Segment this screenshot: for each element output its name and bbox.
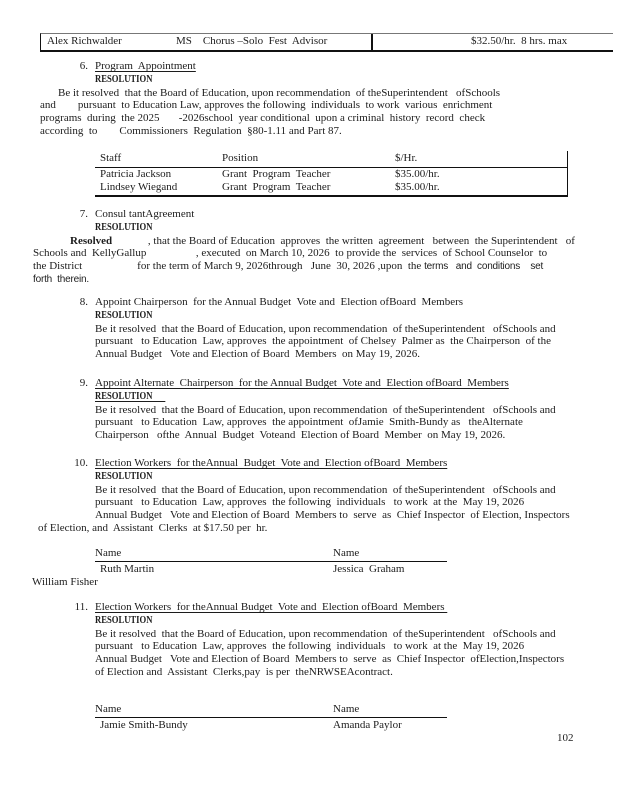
body-line: and pursuant to Education Law, approves the following individuals to work various enrichment: [40, 99, 493, 112]
body-line: Be it resolved that the Board of Education, upon recommendation of theSuperintendent ofSchools and: [95, 322, 556, 335]
section-appoint-chairperson: [0, 296, 618, 361]
section-number: 11.: [74, 601, 88, 613]
body-line: Chairperson ofthe Annual Budget Voteand Election of Board Member on May 19, 2026.: [95, 429, 506, 442]
section-election-workers-1: [0, 457, 618, 535]
body-line: Be it resolved that the Board of Education, upon recommendation of theSuperintendent ofSchools: [58, 86, 501, 99]
section-number: 9.: [79, 377, 88, 389]
body-line: [33, 260, 618, 274]
column-divider: [371, 34, 373, 50]
table-header-row: [95, 151, 567, 168]
body-line: pursuant to Education Law, approves the following individuals to work at the May 19, 2026: [95, 496, 525, 509]
body-line: forth therein.: [33, 273, 89, 285]
resolution-row: [95, 221, 618, 235]
section-number: 8.: [79, 296, 88, 308]
column-header-rate: $/Hr.: [395, 152, 418, 164]
section-heading: [0, 377, 618, 390]
section-title: Election Workers for theAnnual Budget Vote and Election ofBoard Members: [95, 457, 448, 469]
section-number: 6.: [79, 60, 88, 72]
worker-name: Ruth Martin: [100, 563, 155, 575]
worker-name: Amanda Paylor: [333, 719, 402, 731]
election-workers-name-table-2: [0, 703, 618, 732]
column-header-name: Name: [95, 703, 333, 718]
section-title: Election Workers for theAnnual Budget Vote and Election ofBoard Members: [95, 601, 448, 613]
body-line: Annual Budget Vote and Election of Board Members to serve as Chief Inspector ofElection,Inspectors: [95, 653, 565, 666]
section-heading: [0, 296, 618, 309]
worker-name: Jessica Graham: [333, 563, 405, 575]
stipend-position: MS Chorus –Solo Fest Advisor: [176, 35, 328, 47]
stipend-rate: $32.50/hr. 8 hrs. max: [471, 35, 568, 47]
resolution-row: [95, 614, 618, 628]
worker-name: Jamie Smith-Bundy: [100, 719, 188, 731]
page-number: 102: [557, 732, 574, 744]
resolution-row: [95, 309, 618, 323]
table-row: [95, 181, 567, 194]
section-title: Program Appointment: [95, 60, 196, 72]
cell-staff: Lindsey Wiegand: [100, 181, 178, 194]
cell-position: Grant Program Teacher: [222, 168, 331, 181]
resolution-label: RESOLUTION: [95, 614, 153, 626]
resolution-label: RESOLUTION: [95, 73, 153, 85]
resolution-row: [95, 390, 618, 404]
section-number: 7.: [79, 208, 88, 220]
table-row: [95, 168, 567, 181]
body-line: programs during the 2025 -2026school year conditional upon a criminal history record check: [40, 112, 486, 125]
section-heading: [0, 601, 618, 614]
section-appoint-alternate-chairperson: [0, 377, 618, 442]
name-table-row: [0, 719, 618, 732]
election-workers-name-table-1: [0, 547, 618, 589]
cell-position: Grant Program Teacher: [222, 181, 331, 194]
section-heading: [0, 60, 618, 73]
section-heading: [0, 457, 618, 470]
name-table-row: [0, 563, 618, 576]
body-line: of Election and Assistant Clerks,pay is per theNRWSEAcontract.: [95, 665, 393, 678]
body-line: pursuant to Education Law, approves the following individuals to work at the May 19, 2026: [95, 640, 525, 653]
name-table-header: [0, 703, 618, 718]
name-table-header: [0, 547, 618, 562]
stipend-table-row: [40, 33, 613, 52]
column-header-name: Name: [333, 547, 447, 562]
resolution-label: RESOLUTION: [95, 221, 153, 233]
section-title: Appoint Chairperson for the Annual Budget Vote and Election ofBoard Members: [95, 296, 464, 308]
body-text: , that the Board of Education approves the written agreement between the Superintendent of: [112, 234, 575, 247]
body-text: the District for the term of March 9, 2026through June 30, 2026 ,upon the: [33, 260, 425, 273]
body-line: Be it resolved that the Board of Education, upon recommendation of theSuperintendent ofSchools and: [95, 483, 556, 496]
resolution-label: RESOLUTION: [95, 390, 166, 402]
cell-staff: Patricia Jackson: [100, 168, 172, 181]
cell-rate: $35.00/hr.: [395, 181, 440, 194]
section-program-appointment: [0, 60, 618, 138]
column-header-staff: Staff: [100, 152, 122, 164]
body-text: terms and conditions set: [424, 261, 544, 273]
column-header-name: Name: [333, 703, 447, 718]
column-header-name: Name: [95, 547, 333, 562]
section-title: Consul tantAgreement: [95, 208, 195, 220]
worker-name: William Fisher: [32, 576, 98, 588]
body-line: pursuant to Education Law, approves the appointment ofJamie Smith-Bundy as theAlternate: [95, 416, 523, 429]
resolution-row: [95, 73, 618, 87]
body-line: Be it resolved that the Board of Education, upon recommendation of theSuperintendent ofSchools and: [95, 403, 556, 416]
section-title: Appoint Alternate Chairperson for the Annual Budget Vote and Election ofBoard Members: [95, 377, 509, 389]
cell-rate: $35.00/hr.: [395, 168, 440, 181]
resolution-label: RESOLUTION: [95, 309, 153, 321]
body-line: Annual Budget Vote and Election of Board Members to serve as Chief Inspector of Election, Inspectors: [95, 509, 570, 522]
body-line: of Election, and Assistant Clerks at $17.50 per hr.: [38, 521, 268, 534]
section-election-workers-2: [0, 601, 618, 679]
section-consultant-agreement: [0, 208, 618, 287]
column-header-position: Position: [222, 152, 259, 164]
resolution-label: RESOLUTION: [95, 470, 153, 482]
resolution-row: [95, 470, 618, 484]
stipend-staff-name: Alex Richwalder: [47, 35, 122, 47]
section-heading: [0, 208, 618, 221]
body-line: according to Commissioners Regulation §80-1.11 and Part 87.: [40, 124, 342, 137]
section-number: 10.: [74, 457, 88, 469]
body-line: pursuant to Education Law, approves the appointment of Chelsey Palmer as the Chairperson of the: [95, 335, 551, 348]
body-line: [70, 235, 618, 248]
body-line: Be it resolved that the Board of Education, upon recommendation of theSuperintendent ofSchools and: [95, 627, 556, 640]
body-line: Schools and KellyGallup , executed on March 10, 2026 to provide the services of School Counselor to: [33, 247, 548, 260]
body-line: Annual Budget Vote and Election of Board Members on May 19, 2026.: [95, 348, 420, 361]
staff-rate-table: [95, 151, 568, 197]
resolved-word: Resolved: [70, 234, 113, 247]
